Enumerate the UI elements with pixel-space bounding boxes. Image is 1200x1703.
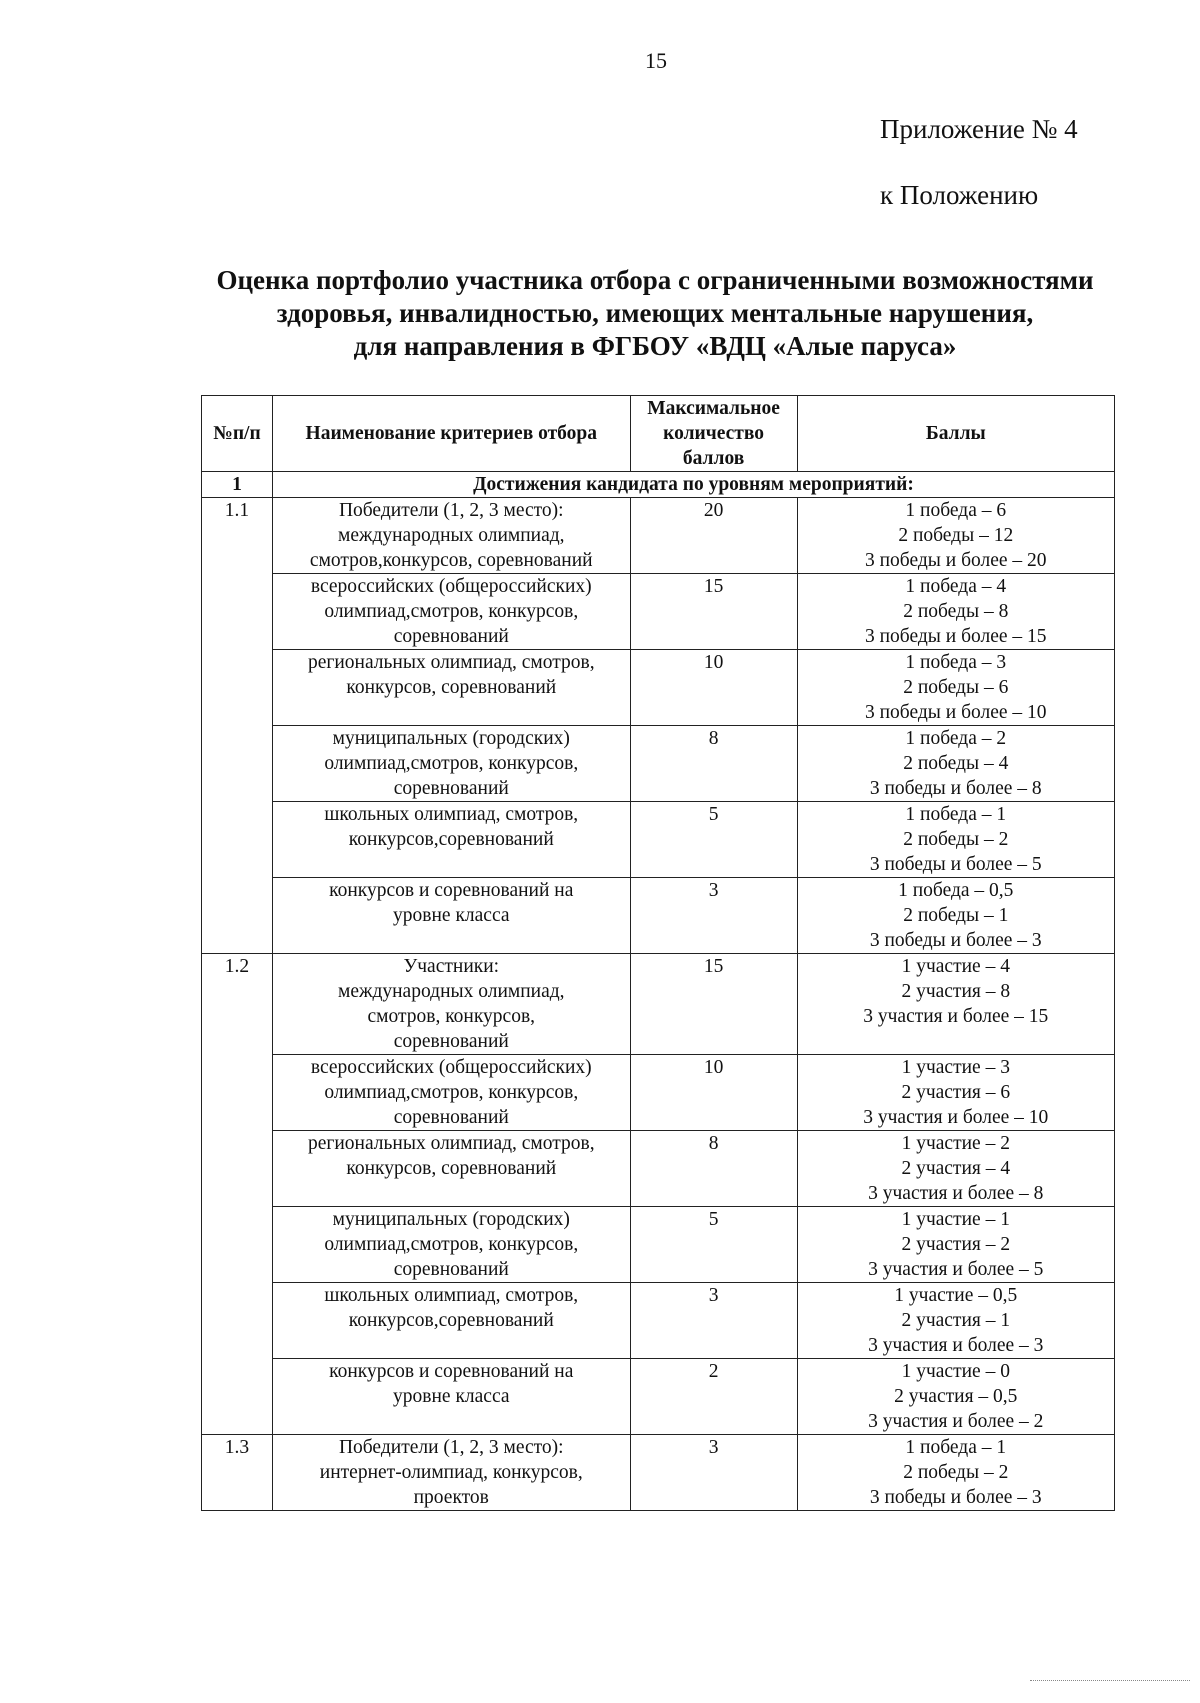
score-line: 3 участия и более – 2 xyxy=(868,1411,1044,1432)
header-criterion: Наименование критериев отбора xyxy=(272,396,630,472)
score-breakdown-cell xyxy=(797,574,1114,650)
table-row xyxy=(202,954,1115,1055)
appendix-sublabel: к Положению xyxy=(880,180,1039,210)
title-line-1: Оценка портфолио участника отбора с ограниченными возможностями xyxy=(216,265,1094,295)
max-score-cell: 3 xyxy=(630,878,797,954)
score-line: 1 участие – 4 xyxy=(901,956,1010,977)
score-line: 2 участия – 4 xyxy=(901,1158,1011,1179)
table-row xyxy=(202,1359,1115,1435)
criterion-line: региональных олимпиад, смотров, xyxy=(307,1133,595,1154)
table-header-row xyxy=(202,396,1115,472)
criterion-line: международных олимпиад, xyxy=(337,525,565,546)
max-score-cell: 3 xyxy=(630,1283,797,1359)
criterion-line: уровне класса xyxy=(393,905,510,926)
score-line: 2 победы – 4 xyxy=(903,753,1009,774)
max-score-cell: 2 xyxy=(630,1359,797,1435)
scan-edge-mark xyxy=(1030,1680,1190,1683)
row-number: 1.3 xyxy=(202,1435,273,1511)
title-line-3: для направления в ФГБОУ «ВДЦ «Алые паруса» xyxy=(353,331,957,361)
score-line: 3 победы и более – 3 xyxy=(869,930,1042,951)
score-line: 1 победа – 1 xyxy=(905,1437,1007,1458)
score-line: 1 победа – 0,5 xyxy=(898,880,1014,901)
criterion-line: школьных олимпиад, смотров, xyxy=(324,804,579,825)
max-score-cell: 10 xyxy=(630,650,797,726)
table-row xyxy=(202,498,1115,574)
criterion-cell xyxy=(272,1283,630,1359)
criterion-line: проектов xyxy=(413,1487,489,1508)
score-breakdown-cell xyxy=(797,1131,1114,1207)
section-label: Достижения кандидата по уровням мероприятий: xyxy=(272,472,1114,498)
criterion-line: муниципальных (городских) xyxy=(332,1209,570,1230)
max-score-cell: 10 xyxy=(630,1055,797,1131)
section-row xyxy=(202,472,1115,498)
criterion-line: соревнований xyxy=(393,778,509,799)
header-max-score xyxy=(630,396,797,472)
score-breakdown-cell xyxy=(797,954,1114,1055)
score-line: 1 участие – 0 xyxy=(901,1361,1010,1382)
table-row xyxy=(202,1435,1115,1511)
section-num: 1 xyxy=(202,472,273,498)
score-line: 2 участия – 2 xyxy=(901,1234,1011,1255)
score-line: 1 участие – 3 xyxy=(901,1057,1010,1078)
criterion-cell xyxy=(272,878,630,954)
criterion-line: смотров, конкурсов, xyxy=(367,1006,536,1027)
max-score-cell: 3 xyxy=(630,1435,797,1511)
criterion-line: школьных олимпиад, смотров, xyxy=(324,1285,579,1306)
criterion-line: соревнований xyxy=(393,626,509,647)
criterion-cell xyxy=(272,726,630,802)
score-line: 3 участия и более – 5 xyxy=(868,1259,1044,1280)
criterion-line: олимпиад,смотров, конкурсов, xyxy=(324,1234,579,1255)
criterion-cell xyxy=(272,498,630,574)
score-line: 1 победа – 4 xyxy=(905,576,1007,597)
score-line: 1 победа – 3 xyxy=(905,652,1007,673)
score-line: 2 победы – 2 xyxy=(903,829,1009,850)
criterion-line: конкурсов,соревнований xyxy=(348,829,554,850)
score-line: 3 участия и более – 15 xyxy=(863,1006,1049,1027)
score-line: 1 победа – 1 xyxy=(905,804,1007,825)
score-line: 1 победа – 2 xyxy=(905,728,1007,749)
max-score-cell: 8 xyxy=(630,1131,797,1207)
score-breakdown-cell xyxy=(797,1207,1114,1283)
score-line: 2 победы – 1 xyxy=(903,905,1009,926)
criterion-line: соревнований xyxy=(393,1107,509,1128)
criterion-cell xyxy=(272,1131,630,1207)
criterion-line: смотров,конкурсов, соревнований xyxy=(309,550,593,571)
appendix-label: Приложение № 4 xyxy=(880,114,1078,144)
title-line-2: здоровья, инвалидностью, имеющих ментальные нарушения, xyxy=(276,298,1034,328)
criterion-line: региональных олимпиад, смотров, xyxy=(307,652,595,673)
criterion-line: олимпиад,смотров, конкурсов, xyxy=(324,753,579,774)
table-row xyxy=(202,726,1115,802)
score-line: 3 участия и более – 8 xyxy=(868,1183,1044,1204)
score-line: 2 участия – 6 xyxy=(901,1082,1011,1103)
criterion-cell xyxy=(272,1435,630,1511)
score-breakdown-cell xyxy=(797,650,1114,726)
max-score-cell: 15 xyxy=(630,954,797,1055)
max-score-cell: 20 xyxy=(630,498,797,574)
criterion-line: соревнований xyxy=(393,1031,509,1052)
row-number: 1.2 xyxy=(202,954,273,1435)
criterion-line: Участники: xyxy=(403,956,500,977)
criterion-line: муниципальных (городских) xyxy=(332,728,570,749)
table-row xyxy=(202,1283,1115,1359)
score-line: 3 участия и более – 10 xyxy=(863,1107,1049,1128)
criterion-line: олимпиад,смотров, конкурсов, xyxy=(324,601,579,622)
criterion-line: соревнований xyxy=(393,1259,509,1280)
max-score-cell: 5 xyxy=(630,1207,797,1283)
criterion-line: олимпиад,смотров, конкурсов, xyxy=(324,1082,579,1103)
table-row xyxy=(202,802,1115,878)
score-breakdown-cell xyxy=(797,498,1114,574)
criterion-line: всероссийских (общероссийских) xyxy=(310,576,592,597)
score-line: 2 победы – 12 xyxy=(898,525,1014,546)
criterion-cell xyxy=(272,650,630,726)
score-line: 2 победы – 8 xyxy=(903,601,1009,622)
criterion-cell xyxy=(272,954,630,1055)
table-row xyxy=(202,1131,1115,1207)
score-line: 3 участия и более – 3 xyxy=(868,1335,1044,1356)
criterion-line: Победители (1, 2, 3 место): xyxy=(338,1437,564,1458)
score-breakdown-cell xyxy=(797,878,1114,954)
header-max-line-1: Максимальное xyxy=(647,398,780,419)
criterion-line: конкурсов,соревнований xyxy=(348,1310,554,1331)
criterion-line: уровне класса xyxy=(393,1386,510,1407)
header-num: №п/п xyxy=(202,396,273,472)
score-breakdown-cell xyxy=(797,1283,1114,1359)
document-title xyxy=(160,264,1150,363)
score-line: 3 победы и более – 5 xyxy=(869,854,1042,875)
criterion-line: всероссийских (общероссийских) xyxy=(310,1057,592,1078)
criterion-cell xyxy=(272,802,630,878)
criterion-line: интернет-олимпиад, конкурсов, xyxy=(319,1462,583,1483)
criterion-line: конкурсов и соревнований на xyxy=(329,1361,574,1382)
table-row xyxy=(202,650,1115,726)
table-row xyxy=(202,1055,1115,1131)
header-scores: Баллы xyxy=(797,396,1114,472)
score-line: 3 победы и более – 15 xyxy=(865,626,1047,647)
score-line: 2 участия – 0,5 xyxy=(894,1386,1018,1407)
criterion-line: международных олимпиад, xyxy=(337,981,565,1002)
max-score-cell: 15 xyxy=(630,574,797,650)
score-breakdown-cell xyxy=(797,1359,1114,1435)
score-breakdown-cell xyxy=(797,1435,1114,1511)
header-max-line-3: баллов xyxy=(682,448,745,469)
score-line: 1 участие – 0,5 xyxy=(894,1285,1018,1306)
max-score-cell: 5 xyxy=(630,802,797,878)
score-line: 1 участие – 1 xyxy=(901,1209,1010,1230)
criterion-cell xyxy=(272,1207,630,1283)
criterion-line: конкурсов, соревнований xyxy=(346,1158,557,1179)
criterion-line: конкурсов и соревнований на xyxy=(329,880,574,901)
criterion-cell xyxy=(272,1055,630,1131)
table-row xyxy=(202,574,1115,650)
score-line: 3 победы и более – 20 xyxy=(865,550,1047,571)
score-breakdown-cell xyxy=(797,726,1114,802)
score-line: 3 победы и более – 10 xyxy=(865,702,1047,723)
criterion-cell xyxy=(272,1359,630,1435)
score-line: 2 победы – 6 xyxy=(903,677,1009,698)
row-number: 1.1 xyxy=(202,498,273,954)
max-score-cell: 8 xyxy=(630,726,797,802)
score-line: 1 участие – 2 xyxy=(901,1133,1010,1154)
score-line: 2 победы – 2 xyxy=(903,1462,1009,1483)
score-breakdown-cell xyxy=(797,802,1114,878)
score-line: 1 победа – 6 xyxy=(905,500,1007,521)
page-number: 15 xyxy=(645,48,667,73)
table-row xyxy=(202,878,1115,954)
header-max-line-2: количество xyxy=(663,423,765,444)
table-row xyxy=(202,1207,1115,1283)
score-line: 2 участия – 1 xyxy=(901,1310,1011,1331)
criterion-line: Победители (1, 2, 3 место): xyxy=(338,500,564,521)
score-line: 3 победы и более – 8 xyxy=(869,778,1042,799)
criterion-line: конкурсов, соревнований xyxy=(346,677,557,698)
criterion-cell xyxy=(272,574,630,650)
score-line: 2 участия – 8 xyxy=(901,981,1011,1002)
score-breakdown-cell xyxy=(797,1055,1114,1131)
score-line: 3 победы и более – 3 xyxy=(869,1487,1042,1508)
portfolio-score-table xyxy=(201,395,1115,1511)
